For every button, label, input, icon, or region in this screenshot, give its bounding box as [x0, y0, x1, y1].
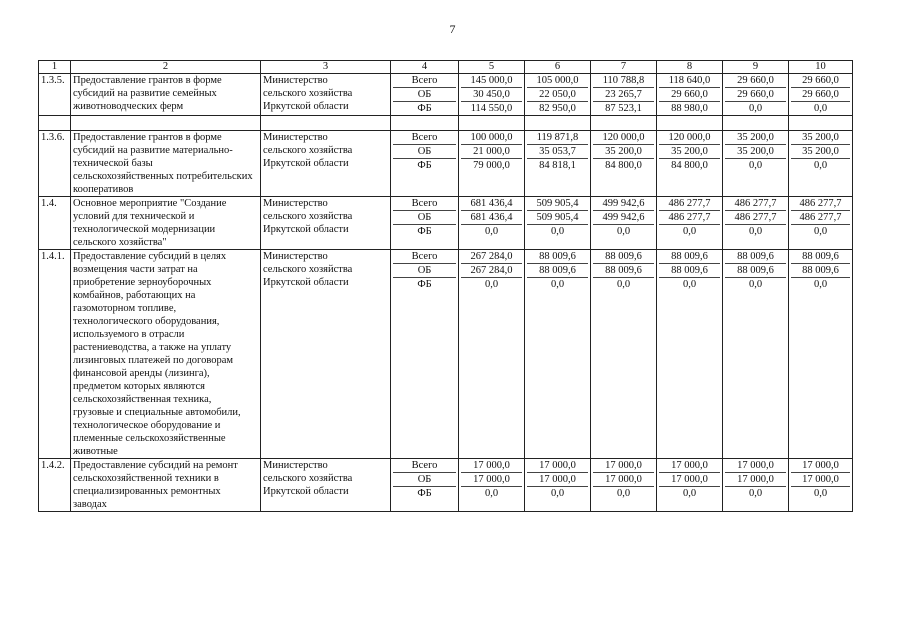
amount-value: 84 818,1 [539, 160, 576, 171]
year-amount [789, 459, 853, 512]
spacer-cell [525, 116, 591, 131]
item-name-line: племенные сельскохозяйственные [73, 433, 226, 444]
responsible-line: сельского хозяйства [263, 473, 353, 484]
table-row [39, 250, 853, 459]
amount-value: 267 284,0 [461, 250, 522, 264]
table-row [39, 74, 853, 116]
amount-value: 17 000,0 [791, 473, 850, 487]
amount-value: 17 000,0 [593, 459, 654, 473]
amount-value: 114 550,0 [470, 103, 513, 114]
spacer-cell [261, 116, 391, 131]
year-amount [459, 131, 525, 197]
item-name-line: сельскохозяйственной техники в [73, 473, 219, 484]
item-name-line: субсидий на развитие семейных [73, 88, 217, 99]
amount-value: 17 000,0 [461, 459, 522, 473]
item-name-line: финансовой аренды (лизинга), [73, 368, 210, 379]
amount-value: 88 009,6 [791, 264, 850, 278]
amount-value: 35 200,0 [593, 145, 654, 159]
amount-value: 145 000,0 [461, 74, 522, 88]
spacer-cell [723, 116, 789, 131]
funding-source-line: ОБ [393, 145, 456, 159]
funding-source-line: Всего [393, 250, 456, 264]
amount-value: 29 660,0 [725, 74, 786, 88]
amount-value: 17 000,0 [527, 459, 588, 473]
amount-value: 88 009,6 [527, 250, 588, 264]
funding-source [391, 250, 459, 459]
amount-value: 0,0 [813, 226, 828, 237]
amount-value: 0,0 [748, 279, 763, 290]
funding-source [391, 131, 459, 197]
spacer-cell [391, 116, 459, 131]
amount-value: 88 009,6 [659, 264, 720, 278]
year-amount [657, 459, 723, 512]
item-name-line: животноводческих ферм [73, 101, 184, 112]
responsible-executor [261, 131, 391, 197]
funding-source-line: ОБ [393, 264, 456, 278]
item-name-line: Основное мероприятие "Создание [73, 198, 227, 209]
amount-value: 681 436,4 [461, 197, 522, 211]
amount-value: 88 980,0 [671, 103, 708, 114]
spacer-cell [591, 116, 657, 131]
spacer-cell [657, 116, 723, 131]
item-name [71, 197, 261, 250]
responsible-line: Иркутской области [263, 277, 349, 288]
year-amount [459, 197, 525, 250]
amount-value: 486 277,7 [725, 211, 786, 225]
amount-value: 0,0 [748, 160, 763, 171]
spacer-cell [459, 116, 525, 131]
year-amount [525, 197, 591, 250]
amount-value: 17 000,0 [725, 459, 786, 473]
year-amount [591, 459, 657, 512]
column-number-header: 1 [39, 61, 71, 74]
year-amount [591, 197, 657, 250]
item-name-line: грузовые и специальные автомобили, [73, 407, 241, 418]
item-code: 1.4.2. [39, 459, 71, 512]
responsible-line: Иркутской области [263, 158, 349, 169]
amount-value: 30 450,0 [461, 88, 522, 102]
item-name-line: растениеводства, а также на уплату [73, 342, 232, 353]
responsible-line: Министерство [263, 132, 328, 143]
column-number-header: 6 [525, 61, 591, 74]
amount-value: 88 009,6 [725, 264, 786, 278]
year-amount [789, 74, 853, 116]
amount-value: 509 905,4 [527, 197, 588, 211]
item-code: 1.4. [39, 197, 71, 250]
item-name [71, 459, 261, 512]
item-code: 1.4.1. [39, 250, 71, 459]
item-name-line: Предоставление грантов в форме [73, 75, 222, 86]
spacer-cell [789, 116, 853, 131]
item-name-line: Предоставление субсидий в целях [73, 251, 227, 262]
spacer-row [39, 116, 853, 131]
year-amount [657, 197, 723, 250]
amount-value: 22 050,0 [527, 88, 588, 102]
item-name-line: технологическое оборудование и [73, 420, 221, 431]
amount-value: 105 000,0 [527, 74, 588, 88]
item-name-line: специализированных ремонтных [73, 486, 221, 497]
item-name-line: условий для технической и [73, 211, 195, 222]
responsible-executor [261, 459, 391, 512]
item-code: 1.3.5. [39, 74, 71, 116]
spacer-cell [39, 116, 71, 131]
amount-value: 0,0 [484, 279, 499, 290]
year-amount [591, 74, 657, 116]
column-number-header: 7 [591, 61, 657, 74]
amount-value: 0,0 [484, 226, 499, 237]
amount-value: 486 277,7 [791, 211, 850, 225]
amount-value: 84 800,0 [605, 160, 642, 171]
amount-value: 486 277,7 [791, 197, 850, 211]
item-name-line: Предоставление грантов в форме [73, 132, 222, 143]
amount-value: 0,0 [682, 279, 697, 290]
budget-table [38, 60, 853, 512]
amount-value: 0,0 [550, 279, 565, 290]
column-number-header: 5 [459, 61, 525, 74]
funding-source-line: ФБ [417, 226, 432, 237]
responsible-executor [261, 197, 391, 250]
amount-value: 0,0 [550, 488, 565, 499]
table-row [39, 459, 853, 512]
amount-value: 17 000,0 [593, 473, 654, 487]
funding-source [391, 197, 459, 250]
amount-value: 35 200,0 [659, 145, 720, 159]
year-amount [723, 131, 789, 197]
amount-value: 0,0 [813, 279, 828, 290]
item-name [71, 74, 261, 116]
funding-source-line: ФБ [417, 279, 432, 290]
column-number-header: 10 [789, 61, 853, 74]
spacer-cell [71, 116, 261, 131]
item-name-line: сельскохозяйственная техника, [73, 394, 212, 405]
year-amount [525, 250, 591, 459]
year-amount [723, 250, 789, 459]
year-amount [789, 197, 853, 250]
column-number-header: 3 [261, 61, 391, 74]
amount-value: 0,0 [484, 488, 499, 499]
year-amount [459, 250, 525, 459]
year-amount [459, 459, 525, 512]
amount-value: 29 660,0 [791, 74, 850, 88]
amount-value: 267 284,0 [461, 264, 522, 278]
item-name-line: заводах [73, 499, 107, 510]
table-row [39, 131, 853, 197]
amount-value: 35 200,0 [725, 131, 786, 145]
amount-value: 29 660,0 [659, 88, 720, 102]
year-amount [525, 74, 591, 116]
header-row [39, 61, 853, 74]
year-amount [657, 74, 723, 116]
amount-value: 0,0 [616, 226, 631, 237]
responsible-line: Министерство [263, 251, 328, 262]
funding-source-line: Всего [393, 197, 456, 211]
funding-source-line: ФБ [417, 488, 432, 499]
year-amount [789, 250, 853, 459]
item-name-line: технологического оборудования, [73, 316, 220, 327]
amount-value: 0,0 [682, 226, 697, 237]
responsible-executor [261, 250, 391, 459]
amount-value: 499 942,6 [593, 197, 654, 211]
amount-value: 681 436,4 [461, 211, 522, 225]
amount-value: 17 000,0 [659, 473, 720, 487]
amount-value: 88 009,6 [527, 264, 588, 278]
column-number-header: 4 [391, 61, 459, 74]
amount-value: 0,0 [813, 103, 828, 114]
year-amount [525, 459, 591, 512]
item-name-line: возмещения части затрат на [73, 264, 198, 275]
year-amount [657, 131, 723, 197]
year-amount [591, 250, 657, 459]
item-name-line: кооперативов [73, 184, 134, 195]
amount-value: 110 788,8 [593, 74, 654, 88]
amount-value: 35 053,7 [527, 145, 588, 159]
amount-value: 0,0 [550, 226, 565, 237]
item-name-line: животные [73, 446, 118, 457]
amount-value: 88 009,6 [593, 250, 654, 264]
responsible-executor [261, 74, 391, 116]
funding-source-line: ФБ [417, 103, 432, 114]
amount-value: 17 000,0 [725, 473, 786, 487]
year-amount [723, 459, 789, 512]
year-amount [723, 197, 789, 250]
item-name-line: газомоторном топливе, [73, 303, 177, 314]
amount-value: 0,0 [748, 103, 763, 114]
table-body [39, 74, 853, 512]
item-name-line: сельскохозяйственных потребительских [73, 171, 253, 182]
item-name-line: комбайнов, работающих на [73, 290, 196, 301]
item-name-line: Предоставление субсидий на ремонт [73, 460, 238, 471]
responsible-line: сельского хозяйства [263, 145, 353, 156]
item-name-line: приобретение зерноуборочных [73, 277, 212, 288]
amount-value: 29 660,0 [791, 88, 850, 102]
amount-value: 0,0 [616, 488, 631, 499]
amount-value: 79 000,0 [473, 160, 510, 171]
responsible-line: Министерство [263, 460, 328, 471]
amount-value: 486 277,7 [659, 211, 720, 225]
responsible-line: Иркутской области [263, 224, 349, 235]
amount-value: 100 000,0 [461, 131, 522, 145]
funding-source-line: ОБ [393, 211, 456, 225]
column-number-header: 8 [657, 61, 723, 74]
item-name-line: сельского хозяйства" [73, 237, 167, 248]
responsible-line: Иркутской области [263, 486, 349, 497]
responsible-line: Министерство [263, 198, 328, 209]
funding-source-line: ФБ [417, 160, 432, 171]
item-name-line: субсидий на развитие материально- [73, 145, 233, 156]
amount-value: 87 523,1 [605, 103, 642, 114]
responsible-line: сельского хозяйства [263, 264, 353, 275]
year-amount [789, 131, 853, 197]
responsible-line: сельского хозяйства [263, 88, 353, 99]
amount-value: 120 000,0 [593, 131, 654, 145]
amount-value: 35 200,0 [791, 145, 850, 159]
amount-value: 120 000,0 [659, 131, 720, 145]
year-amount [459, 74, 525, 116]
amount-value: 88 009,6 [593, 264, 654, 278]
year-amount [723, 74, 789, 116]
amount-value: 499 942,6 [593, 211, 654, 225]
amount-value: 29 660,0 [725, 88, 786, 102]
amount-value: 17 000,0 [461, 473, 522, 487]
amount-value: 35 200,0 [725, 145, 786, 159]
funding-source-line: Всего [393, 131, 456, 145]
amount-value: 17 000,0 [527, 473, 588, 487]
amount-value: 0,0 [748, 226, 763, 237]
funding-source-line: ОБ [393, 473, 456, 487]
amount-value: 21 000,0 [461, 145, 522, 159]
amount-value: 84 800,0 [671, 160, 708, 171]
funding-source [391, 459, 459, 512]
column-number-header: 2 [71, 61, 261, 74]
funding-source [391, 74, 459, 116]
item-name-line: технологической модернизации [73, 224, 216, 235]
item-name-line: лизинговых платежей по договорам [73, 355, 234, 366]
amount-value: 35 200,0 [791, 131, 850, 145]
amount-value: 17 000,0 [659, 459, 720, 473]
year-amount [657, 250, 723, 459]
funding-source-line: Всего [393, 74, 456, 88]
responsible-line: Иркутской области [263, 101, 349, 112]
amount-value: 486 277,7 [725, 197, 786, 211]
item-name-line: используемого в отрасли [73, 329, 185, 340]
amount-value: 486 277,7 [659, 197, 720, 211]
amount-value: 88 009,6 [725, 250, 786, 264]
amount-value: 23 265,7 [593, 88, 654, 102]
responsible-line: сельского хозяйства [263, 211, 353, 222]
item-name-line: технической базы [73, 158, 153, 169]
amount-value: 0,0 [813, 488, 828, 499]
amount-value: 0,0 [682, 488, 697, 499]
responsible-line: Министерство [263, 75, 328, 86]
item-name [71, 250, 261, 459]
amount-value: 88 009,6 [791, 250, 850, 264]
table-row [39, 197, 853, 250]
year-amount [591, 131, 657, 197]
amount-value: 118 640,0 [659, 74, 720, 88]
column-number-header: 9 [723, 61, 789, 74]
funding-source-line: ОБ [393, 88, 456, 102]
year-amount [525, 131, 591, 197]
amount-value: 0,0 [616, 279, 631, 290]
item-code: 1.3.6. [39, 131, 71, 197]
amount-value: 88 009,6 [659, 250, 720, 264]
amount-value: 509 905,4 [527, 211, 588, 225]
item-name [71, 131, 261, 197]
funding-source-line: Всего [393, 459, 456, 473]
item-name-line: предметом которых являются [73, 381, 205, 392]
amount-value: 119 871,8 [527, 131, 588, 145]
amount-value: 17 000,0 [791, 459, 850, 473]
amount-value: 0,0 [813, 160, 828, 171]
amount-value: 0,0 [748, 488, 763, 499]
page-number: 7 [449, 22, 456, 36]
amount-value: 82 950,0 [539, 103, 576, 114]
